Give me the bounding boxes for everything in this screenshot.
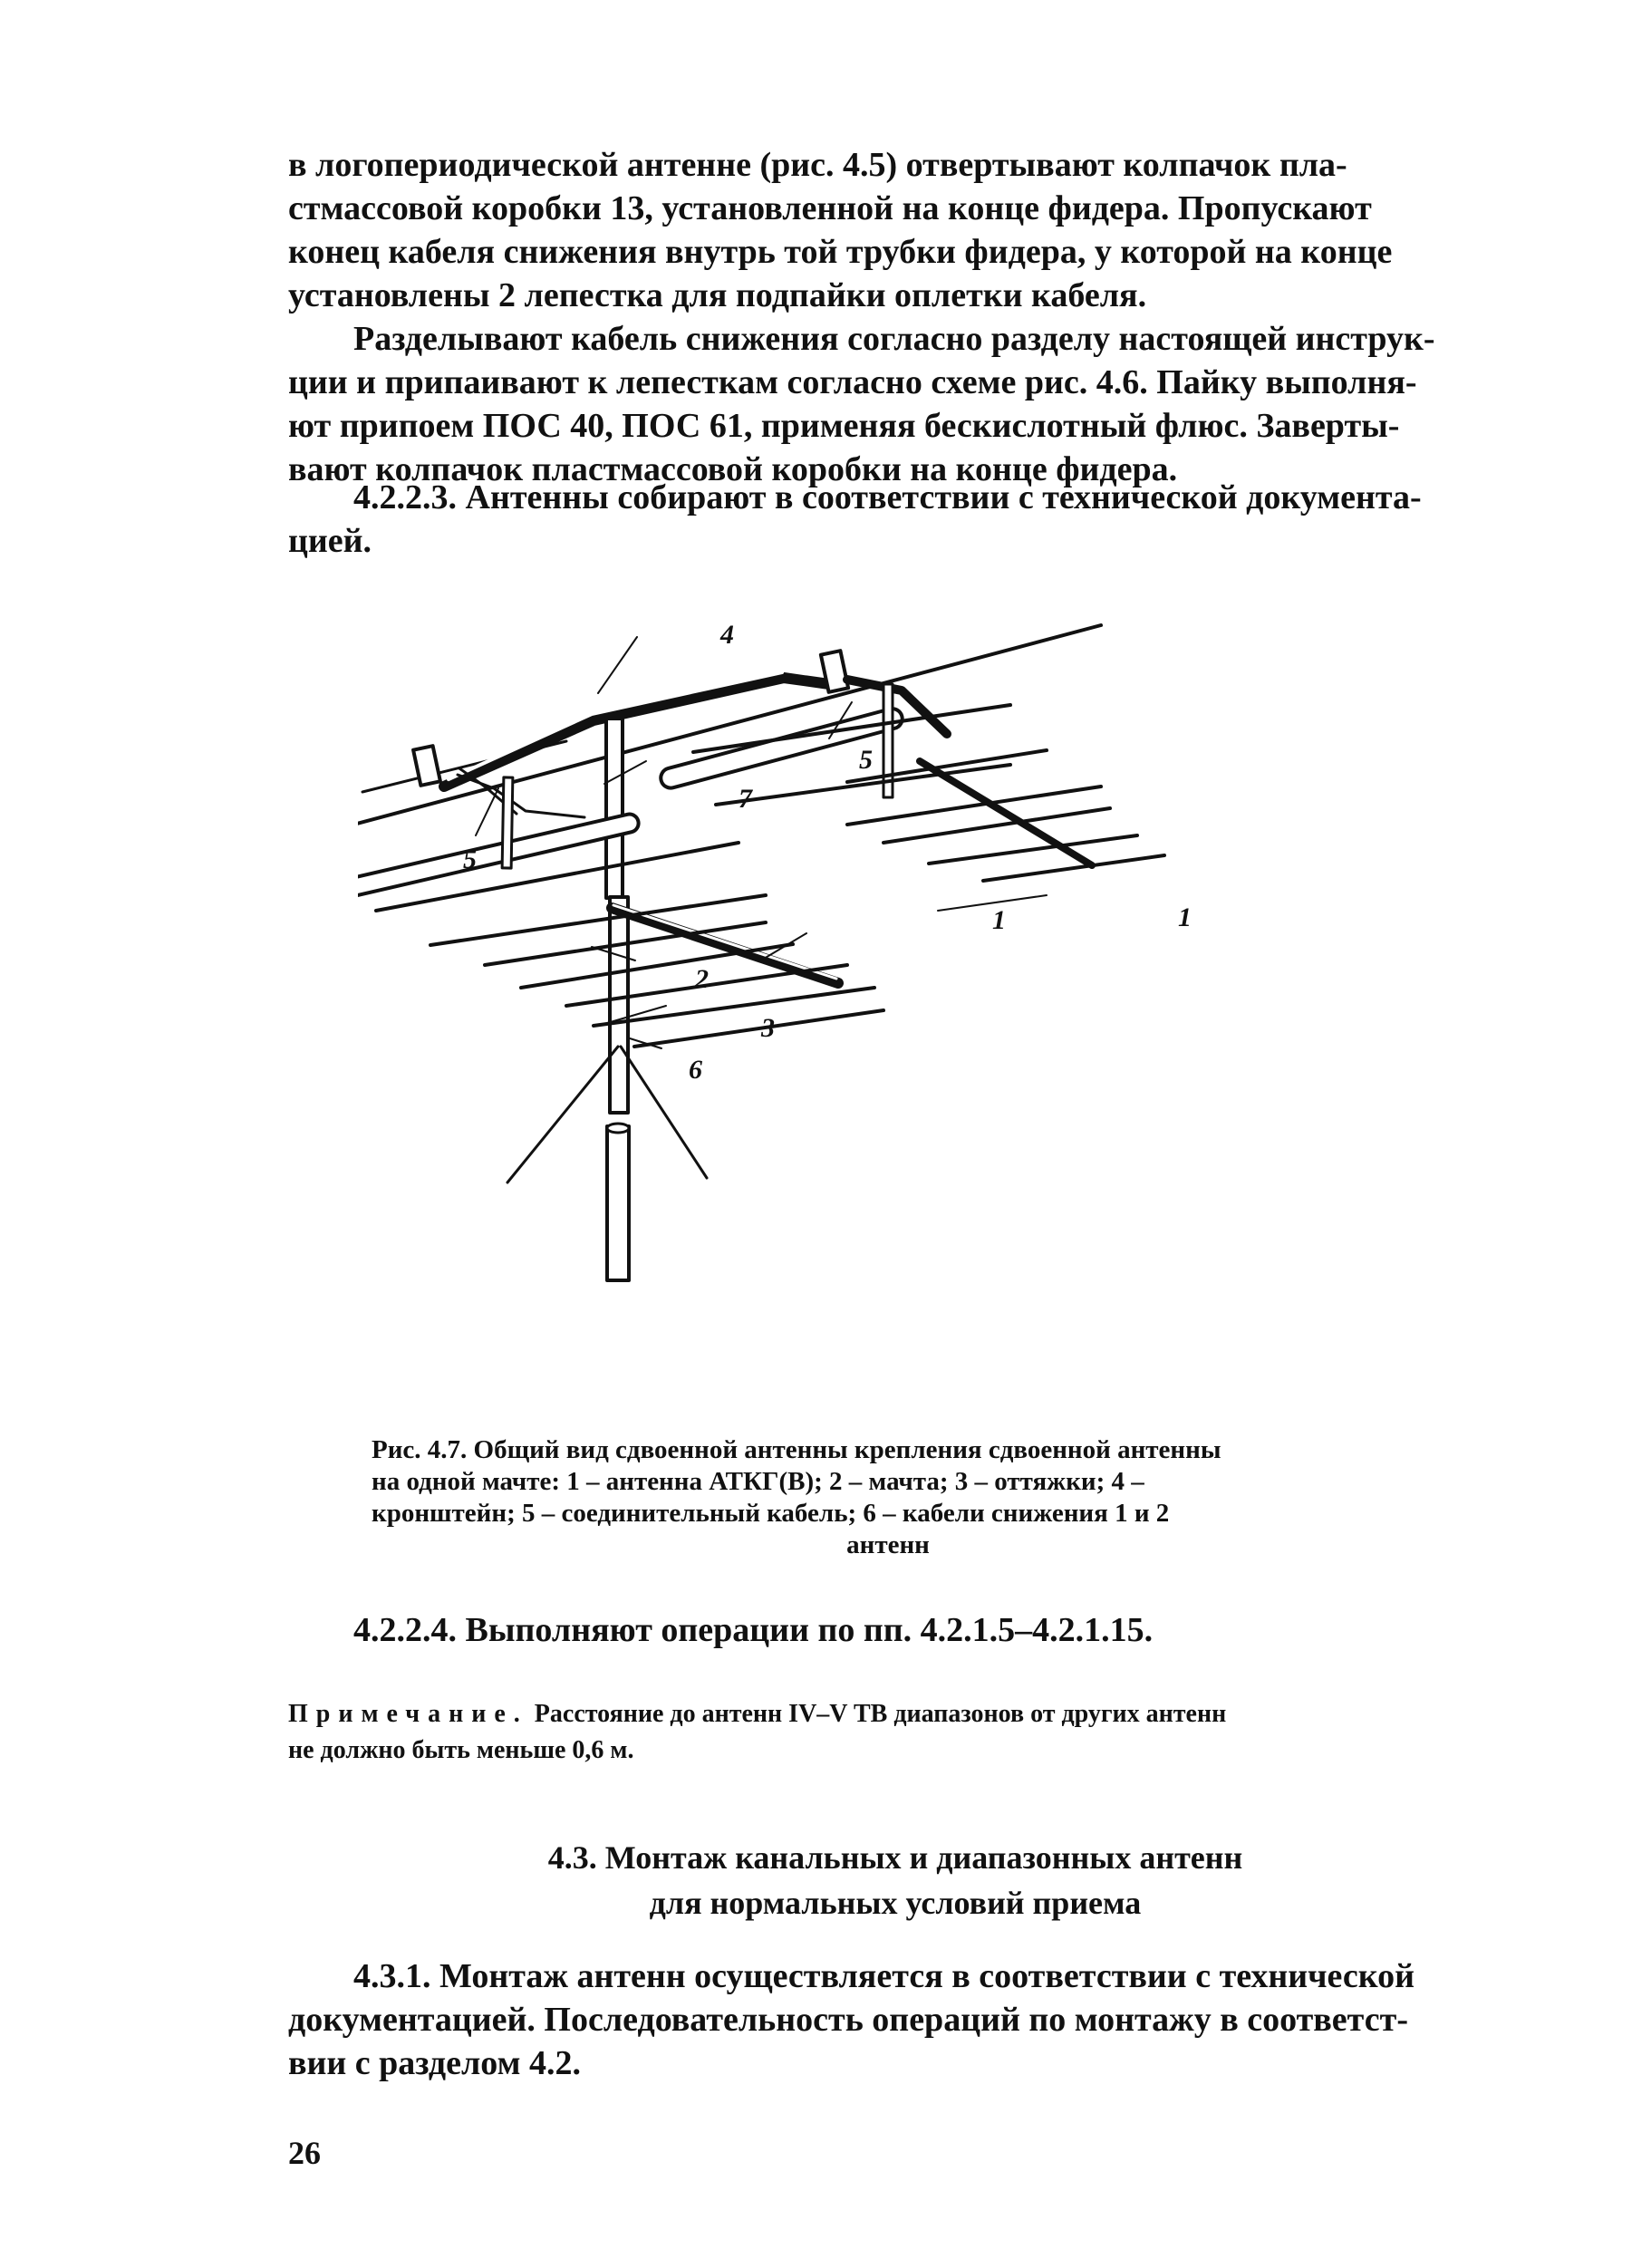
guy-wire — [507, 1047, 618, 1182]
leader-5a — [476, 788, 498, 835]
heading-line: 4.3. Монтаж канальных и диапазонных антенн — [547, 1839, 1243, 1876]
text-line: 4.3.1. Монтаж антенн осуществляется в соответствии с технической — [353, 1957, 1415, 1995]
text-line: вии с разделом 4.2. — [288, 2044, 581, 2082]
caption-line: кронштейн; 5 – соединительный кабель; 6 – кабели снижения 1 и 2 — [372, 1499, 1170, 1528]
paragraph-logperiodic — [288, 143, 1502, 317]
callout-1: 1 — [1178, 902, 1192, 932]
text-line: ции и припаивают к лепесткам согласно схеме рис. 4.6. Пайку выполня- — [288, 363, 1417, 401]
leader-4 — [598, 637, 637, 693]
text-line: стмассовой коробки 13, установленной на конце фидера. Пропускают — [288, 189, 1372, 227]
text-line: документацией. Последовательность операций по монтажу в соответст- — [288, 2001, 1408, 2039]
mast-upper — [606, 719, 623, 898]
text-line: Разделывают кабель снижения согласно разделу настоящей инструк- — [353, 320, 1435, 358]
bracket — [444, 678, 829, 787]
section-heading-4-3 — [288, 1835, 1502, 1925]
callout-7: 7 — [739, 784, 752, 814]
text-line: ют припоем ПОС 40, ПОС 61, применяя бескислотный флюс. Заверты- — [288, 407, 1400, 445]
element-left — [594, 988, 874, 1026]
note-text: Расстояние до антенн IV–V ТВ диапазонов от других антенн — [534, 1700, 1227, 1728]
figure-caption — [372, 1434, 1405, 1561]
callout-6: 6 — [689, 1055, 702, 1085]
callout-2: 2 — [695, 964, 709, 994]
caption-line: Рис. 4.7. Общий вид сдвоенной антенны крепления сдвоенной антенны — [372, 1435, 1221, 1464]
paragraph-4-3-1 — [288, 1954, 1502, 2085]
callout-1: 1 — [992, 905, 1006, 935]
element-right — [983, 855, 1164, 881]
caption-line: антенн — [846, 1530, 930, 1559]
text-line: 4.2.2.3. Антенны собирают в соответствии с технической документа- — [353, 478, 1422, 516]
paragraph-4-2-2-3 — [288, 476, 1502, 563]
note — [288, 1696, 1502, 1769]
note-label: Примечание. — [288, 1700, 528, 1728]
text-line: установлены 2 лепестка для подпайки оплетки кабеля. — [288, 276, 1147, 314]
note-line: не должно быть меньше 0,6 м. — [288, 1736, 634, 1764]
text-line: конец кабеля снижения внутрь той трубки фидера, у которой на конце — [288, 233, 1393, 271]
element-right — [929, 835, 1137, 864]
callout-3: 3 — [761, 1013, 775, 1043]
text-line: в логопериодической антенне (рис. 4.5) отвертывают колпачок пла- — [288, 146, 1347, 184]
boom-line — [358, 625, 1101, 825]
text-line: цией. — [288, 522, 372, 560]
mast-lower — [607, 1126, 629, 1280]
page-number: 26 — [288, 2135, 321, 2171]
element-left — [521, 944, 793, 988]
mast-middle — [610, 897, 628, 1113]
element-right — [693, 705, 1010, 752]
note-line — [288, 1696, 1502, 1732]
callout-5: 5 — [859, 745, 873, 775]
caption-line: на одной мачте: 1 – антенна АТКГ(В); 2 – мачта; 3 – оттяжки; 4 – — [372, 1467, 1144, 1496]
heading-line: для нормальных условий приема — [649, 1885, 1142, 1921]
paragraph-4-2-2-4: 4.2.2.4. Выполняют операции по пп. 4.2.1.5–4.2.1.15. — [353, 1611, 1154, 1649]
callout-5: 5 — [463, 844, 477, 874]
callout-4: 4 — [720, 620, 734, 650]
figure-dual-antenna — [358, 607, 1264, 1404]
text-line: вают колпачок пластмассовой коробки на конце фидера. — [288, 450, 1178, 488]
dipole-left-post — [502, 777, 513, 868]
paragraph-cable-cutting — [288, 317, 1502, 491]
